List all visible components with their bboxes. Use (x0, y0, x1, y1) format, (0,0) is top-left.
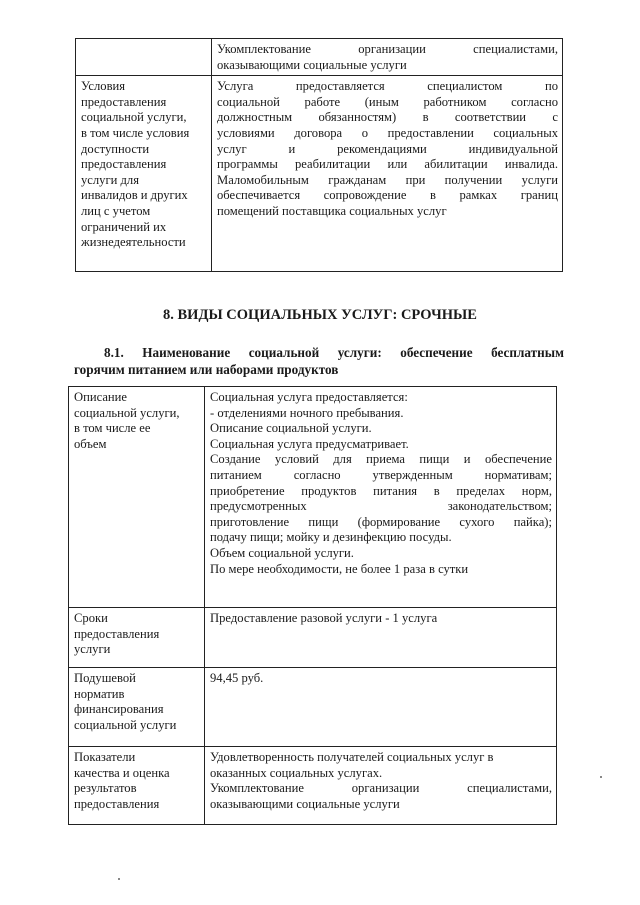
row-label-cell: Условия предоставления социальной услуги, в том числе условия доступности предоставления услуги для инвалидов и других лиц с учетом ограничений их жизнедеятельности (76, 76, 212, 272)
row-label-cell: Показатели качества и оценка результатов предоставления (69, 747, 205, 825)
row-value-cell: Услуга предоставляется специалистом по социальной работе (иным работником согласно должностным обязанностям) в соответствии с условиями договора о предоставлении социальных услуг и рекомендациями индивидуальной программы реабилитации или абилитации инвалида. Маломобильным гражданам при получении услуги обеспечивается сопровождение в рамках границ помещений поставщика социальных услуг (212, 76, 563, 272)
row-label-cell: Сроки предоставления услуги (69, 608, 205, 668)
service-name-heading: 8.1. Наименование социальной услуги: обеспечение бесплатным горячим питанием или наборами продуктов (74, 345, 564, 377)
row-value-cell: Удовлетворенность получателей социальных услуг в оказанных социальных услугах. Укомплектование организации специалистами, оказывающими социальные услуги (205, 747, 557, 825)
table-row (69, 387, 557, 608)
table-row (76, 39, 563, 76)
row-value-cell: Предоставление разовой услуги - 1 услуга (205, 608, 557, 668)
services-table-continued (75, 38, 563, 272)
row-value-cell: Социальная услуга предоставляется: - отделениями ночного пребывания. Описание социальной услуги. Социальная услуга предусматривает. Создание условий для приема пищи и обеспечение питанием согласно утвержденным нормативам; приобретение продуктов питания в пределах норм, предусмотренных законодательством; приготовление пищи (формирование сухого пайка); подачу пищи; мойку и дезинфекцию посуды. Объем социальной услуги. По мере необходимости, не более 1 раза в сутки (205, 387, 557, 608)
scan-speck (600, 776, 602, 778)
scan-speck (118, 878, 120, 880)
table-row (69, 668, 557, 747)
row-label-cell: Описание социальной услуги, в том числе ее объем (69, 387, 205, 608)
table-row (76, 76, 563, 272)
table-row (69, 608, 557, 668)
service-details-table (68, 386, 557, 825)
table-row (69, 747, 557, 825)
row-value-cell: 94,45 руб. (205, 668, 557, 747)
section-heading: 8. ВИДЫ СОЦИАЛЬНЫХ УСЛУГ: СРОЧНЫЕ (163, 307, 477, 323)
row-value-cell: Укомплектование организации специалистами, оказывающими социальные услуги (212, 39, 563, 76)
row-label-cell: Подушевой норматив финансирования социальной услуги (69, 668, 205, 747)
row-label-cell (76, 39, 212, 76)
